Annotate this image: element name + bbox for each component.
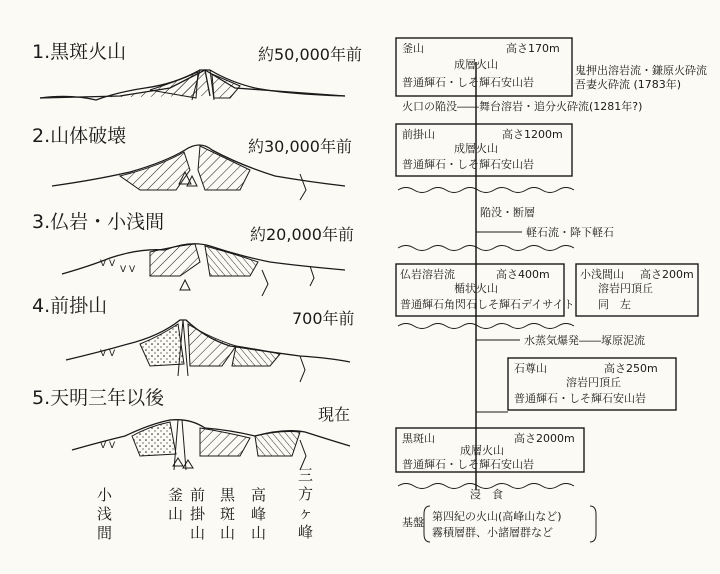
note-phreatic: 水蒸気爆発――塚原泥流 [524,334,645,347]
volcano-label-text: 黒斑山 [220,486,236,542]
svg-text:前掛山: 前掛山 [402,128,435,141]
volcano-label-text: 釜山 [168,486,184,523]
basement-line: 霧積層群、小諸層群など [432,526,553,539]
stage-title: 2.山体破壊 [32,125,127,147]
stage-age: 約30,000年前 [248,137,352,156]
cross-section-1 [40,70,345,100]
svg-text:V V: V V [100,259,116,269]
svg-text:高さ2000m: 高さ2000m [514,432,575,445]
unconformity-line [398,188,574,193]
volcano-label-sanpogamine [298,466,313,541]
box-hotokeiwa [396,264,574,316]
stage-age: 約20,000年前 [250,225,354,244]
stage-title: 3.仏岩・小浅間 [32,211,165,233]
stage-age: 700年前 [292,309,355,328]
svg-text:普通輝石角閃石しそ輝石デイサイト: 普通輝石角閃石しそ輝石デイサイト [400,298,575,311]
unconformity-line [398,246,574,251]
note-erosion: 浸 食 [470,488,503,501]
volcano-label-text: 前掛山 [190,486,206,542]
volcano-label-takamine [251,486,266,542]
box-sekison [508,358,676,410]
svg-text:成層火山: 成層火山 [454,142,498,155]
cross-section-3 [62,244,345,296]
svg-text:普通輝石・しそ輝石安山岩: 普通輝石・しそ輝石安山岩 [402,76,534,89]
box-kamayama [396,38,572,96]
svg-text:同 左: 同 左 [598,298,631,311]
note-crater: 火口の陥没――舞台溶岩・追分火砕流(1281年?) [402,100,643,113]
cross-section-5 [72,420,350,470]
note-kamayama-2: 吾妻火砕流 (1783年) [575,78,682,91]
basement-line: 第四紀の火山(高峰山など) [432,510,562,523]
note-kamayama-1: 鬼押出溶岩流・鎌原火砕流 [575,64,707,77]
svg-text:高さ250m: 高さ250m [604,362,658,375]
basement-bracket [424,506,430,542]
svg-text:溶岩円頂丘: 溶岩円頂丘 [598,282,653,295]
basement-label: 基盤 [402,516,424,529]
note-pumice: 軽石流・降下軽石 [526,226,614,239]
svg-text:高さ200m: 高さ200m [640,268,694,281]
stage-title: 5.天明三年以後 [32,387,165,409]
box-kurofu [396,428,584,472]
svg-text:黒斑山: 黒斑山 [402,432,435,445]
svg-text:成層火山: 成層火山 [460,444,504,457]
stage-title: 4.前掛山 [32,295,108,317]
svg-text:溶岩円頂丘: 溶岩円頂丘 [566,376,621,389]
svg-text:小浅間山: 小浅間山 [580,268,624,281]
box-maekake [396,124,572,176]
cross-section-4 [66,320,350,382]
unconformity-line [398,324,574,329]
svg-text:釜山: 釜山 [402,42,424,55]
svg-text:V V: V V [100,441,116,451]
svg-text:普通輝石・しそ輝石安山岩: 普通輝石・しそ輝石安山岩 [402,158,534,171]
svg-text:高さ400m: 高さ400m [496,268,550,281]
svg-text:V V: V V [100,349,116,359]
svg-text:楯状火山: 楯状火山 [454,282,498,295]
svg-text:石尊山: 石尊山 [514,362,547,375]
stage-age: 約50,000年前 [258,45,362,64]
volcano-label-text: 三方ヶ峰 [298,466,314,541]
stage-title: 1.黒斑火山 [32,41,127,63]
volcano-label-koasama [97,486,113,542]
volcano-label-kurofu [220,486,236,542]
volcano-label-text: 高峰山 [251,486,267,542]
stage-age: 現在 [318,405,351,424]
note-collapse: 陥没・断層 [480,206,535,219]
svg-text:普通輝石・しそ輝石安山岩: 普通輝石・しそ輝石安山岩 [402,458,534,471]
volcano-label-kamayama [168,486,183,523]
svg-text:高さ1200m: 高さ1200m [502,128,563,141]
volcano-label-text: 小浅間 [97,486,113,542]
svg-text:普通輝石・しそ輝石安山岩: 普通輝石・しそ輝石安山岩 [514,392,646,405]
volcano-label-maekake [190,486,206,542]
svg-text:仏岩溶岩流: 仏岩溶岩流 [400,268,455,281]
svg-text:成層火山: 成層火山 [454,58,498,71]
box-koasama [576,264,698,316]
svg-text:V V: V V [120,265,136,275]
svg-text:高さ170m: 高さ170m [506,42,560,55]
